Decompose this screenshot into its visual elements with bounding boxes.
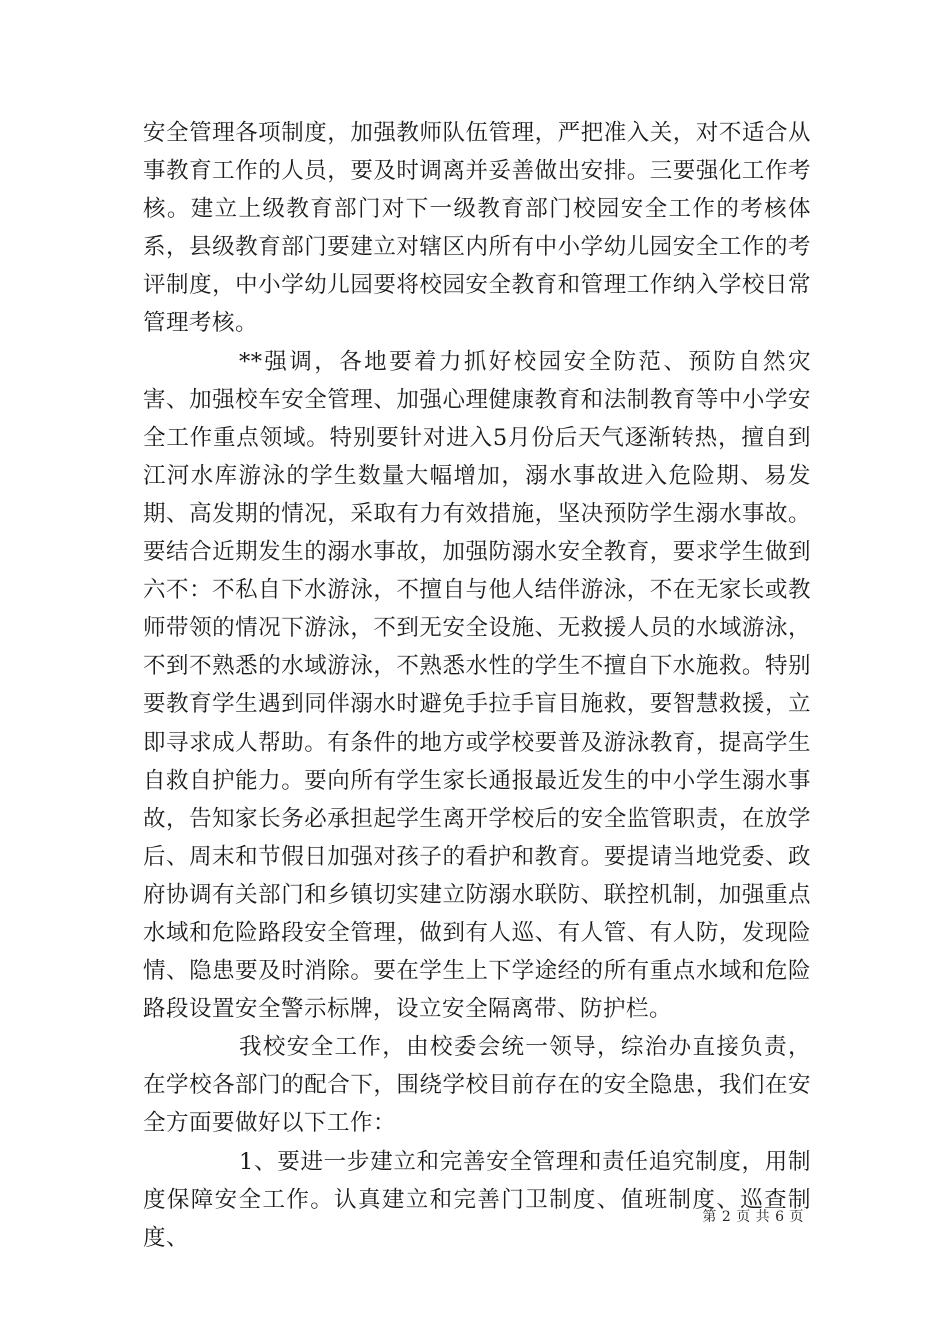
paragraph-item-1: 1、要进一步建立和完善安全管理和责任追究制度，用制度保障安全工作。认真建立和完善门卫制度、值班制度、巡查制度、 — [143, 1148, 811, 1251]
paragraph-drowning-prevention: **强调，各地要着力抓好校园安全防范、预防自然灾害、加强校车安全管理、加强心理健康教育和法制教育等中小学安全工作重点领域。特别要针对进入5月份后天气逐渐转热，擅自到江河水库游泳的学生数量大幅增加，溺水事故进入危险期、易发期、高发期的情况，采取有力有效措施，坚决预防学生溺水事故。要结合近期发生的溺水事故，加强防溺水安全教育，要求学生做到六不：不私自下水游泳，不擅自与他人结伴游泳，不在无家长或教师带领的情况下游泳，不到无安全设施、无救援人员的水域游泳，不到不熟悉的水域游泳，不熟悉水性的学生不擅自下水施救。特别要教育学生遇到同伴溺水时避免手拉手盲目施救，要智慧救援，立即寻求成人帮助。有条件的地方或学校要普及游泳教育，提高学生自救自护能力。要向所有学生家长通报最近发生的中小学生溺水事故，告知家长务必承担起学生离开学校后的安全监管职责，在放学后、周末和节假日加强对孩子的看护和教育。要提请当地党委、政府协调有关部门和乡镇切实建立防溺水联防、联控机制，加强重点水域和危险路段安全管理，做到有人巡、有人管、有人防，发现险情、隐患要及时消除。要在学生上下学途经的所有重点水域和危险路段设置安全警示标牌，设立安全隔离带、防护栏。 — [143, 348, 811, 1023]
page-number: 第 2 页 共 6 页 — [702, 1209, 804, 1225]
document-body — [143, 114, 811, 1257]
paragraph-school-safety: 我校安全工作，由校委会统一领导，综治办直接负责，在学校各部门的配合下，围绕学校目前存在的安全隐患，我们在安全方面要做好以下工作： — [143, 1034, 811, 1137]
paragraph-continuation: 安全管理各项制度，加强教师队伍管理，严把准入关，对不适合从事教育工作的人员，要及时调离并妥善做出安排。三要强化工作考核。建立上级教育部门对下一级教育部门校园安全工作的考核体系，县级教育部门要建立对辖区内所有中小学幼儿园安全工作的考评制度，中小学幼儿园要将校园安全教育和管理工作纳入学校日常管理考核。 — [143, 120, 811, 337]
